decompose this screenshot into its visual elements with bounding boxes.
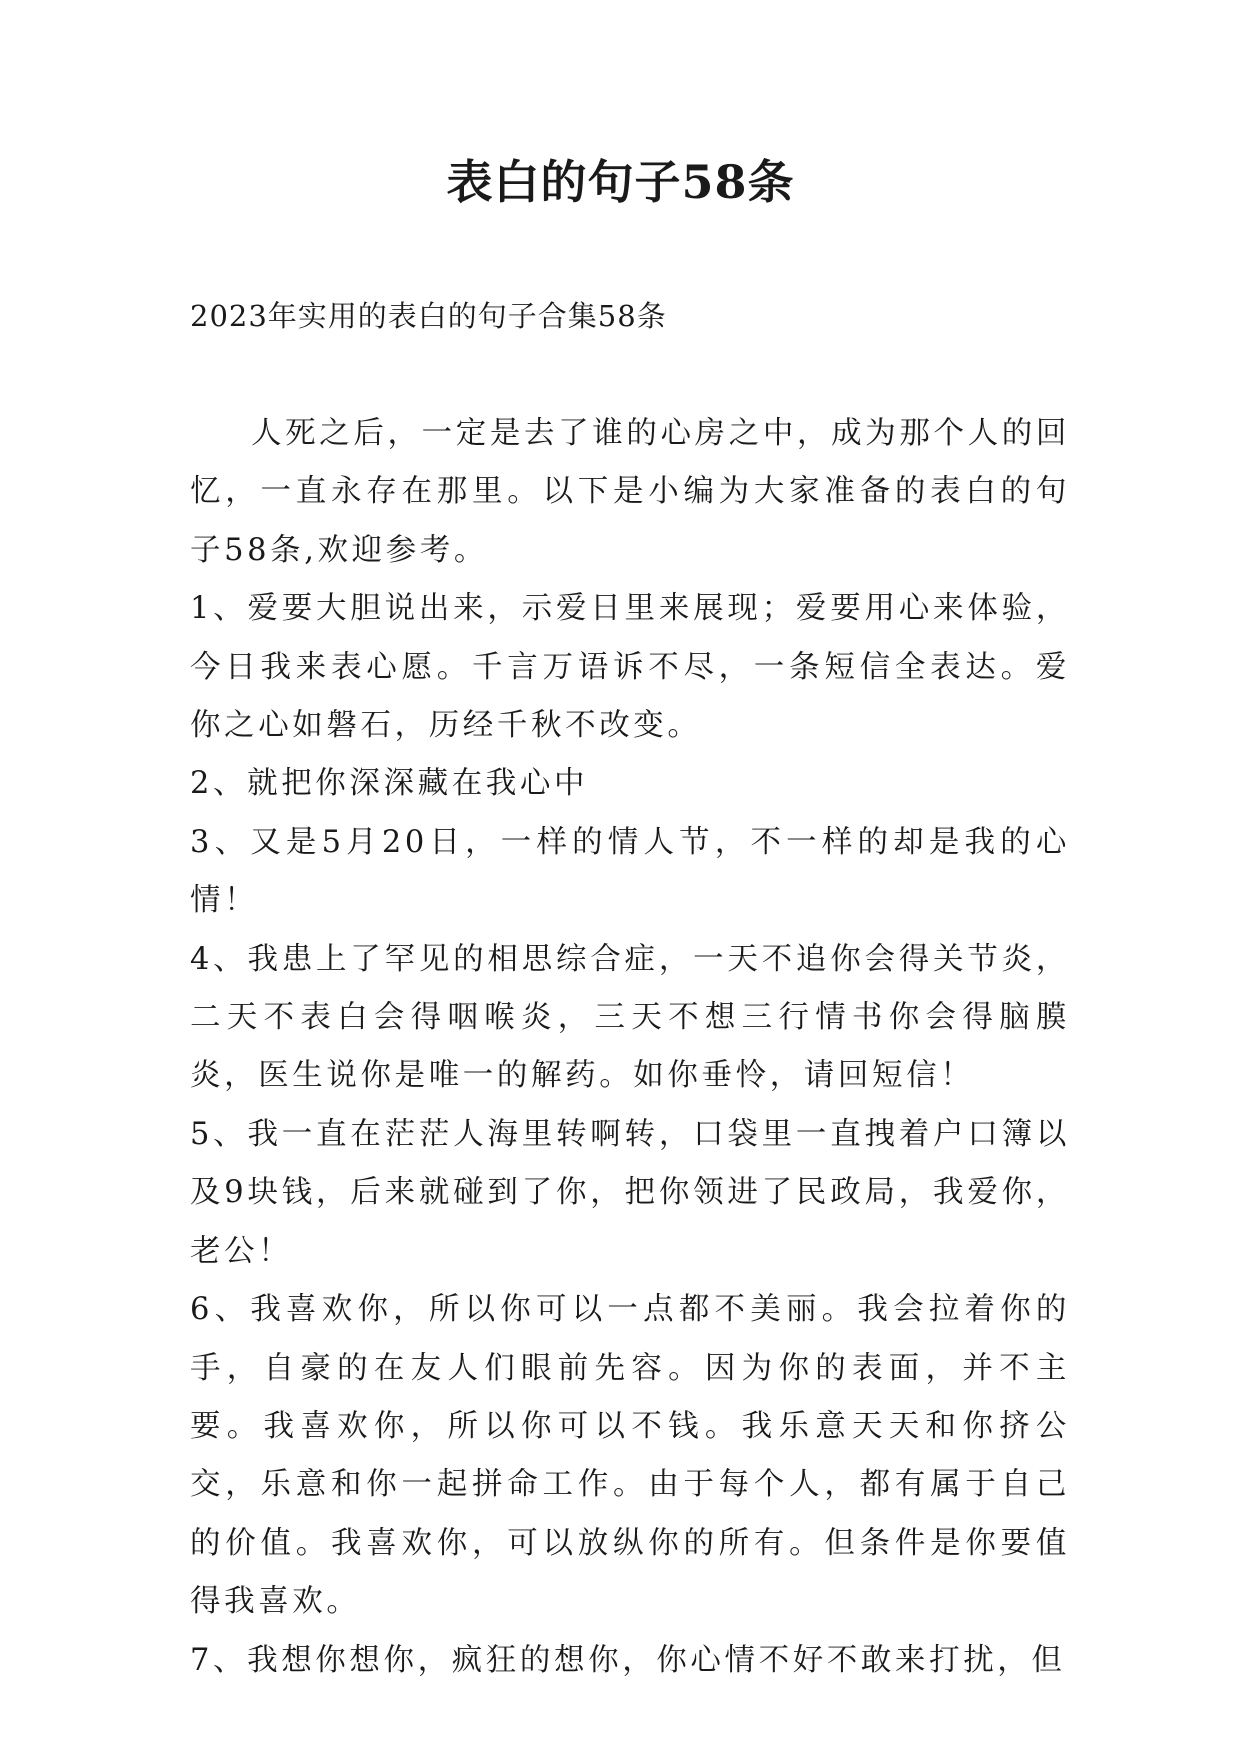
list-item: 6、我喜欢你，所以你可以一点都不美丽。我会拉着你的手，自豪的在友人们眼前先容。因为你的表面，并不主要。我喜欢你，所以你可以不钱。我乐意天天和你挤公交，乐意和你一起拼命工作。由于每个人，都有属于自己的价值。我喜欢你，可以放纵你的所有。但条件是你要值得我喜欢。 bbox=[190, 1292, 1070, 1620]
document-body bbox=[190, 405, 1070, 1690]
document-subtitle: 2023年实用的表白的句子合集58条 bbox=[190, 299, 667, 333]
intro-paragraph: 人死之后，一定是去了谁的心房之中，成为那个人的回忆，一直永存在那里。以下是小编为大家准备的表白的句子58条,欢迎参考。 bbox=[190, 416, 1070, 568]
document-title: 表白的句子58条 bbox=[446, 155, 795, 209]
list-item: 2、就把你深深藏在我心中 bbox=[190, 766, 589, 802]
list-item: 7、我想你想你，疯狂的想你，你心情不好不敢来打扰，但 bbox=[190, 1642, 1066, 1678]
list-item: 3、又是5月20日，一样的情人节，不一样的却是我的心情！ bbox=[190, 824, 1070, 919]
list-item: 4、我患上了罕见的相思综合症，一天不追你会得关节炎，二天不表白会得咽喉炎，三天不想三行情书你会得脑膜炎，医生说你是唯一的解药。如你垂怜，请回短信！ bbox=[190, 941, 1070, 1094]
list-item: 5、我一直在茫茫人海里转啊转，口袋里一直拽着户口簿以及9块钱，后来就碰到了你，把你领进了民政局，我爱你，老公！ bbox=[190, 1116, 1070, 1269]
list-item: 1、爱要大胆说出来，示爱日里来展现；爱要用心来体验，今日我来表心愿。千言万语诉不尽，一条短信全表达。爱你之心如磐石，历经千秋不改变。 bbox=[190, 591, 1070, 744]
